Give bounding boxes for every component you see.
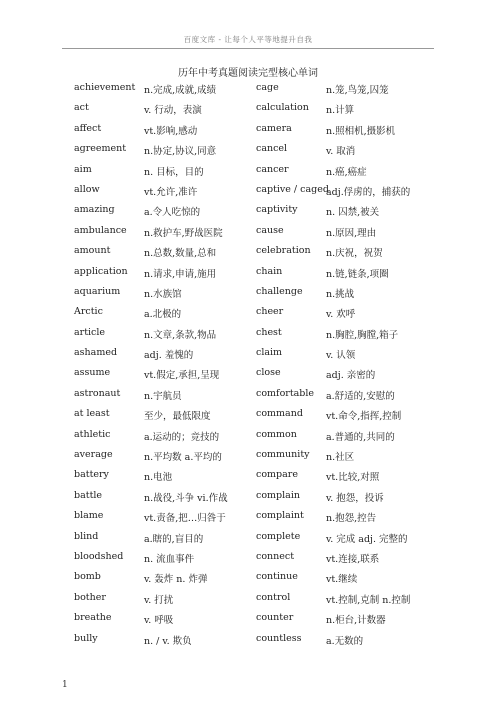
vocab-entry xyxy=(256,612,456,632)
vocab-word: challenge xyxy=(256,285,303,297)
vocab-entry xyxy=(74,225,254,245)
vocab-entry xyxy=(74,531,254,551)
vocab-meaning: v. 轰炸 n. 炸弹 xyxy=(144,574,208,586)
vocab-word: chain xyxy=(256,265,283,277)
vocab-word: cause xyxy=(256,224,284,236)
vocab-meaning: n.文章,条款,物品 xyxy=(144,329,217,341)
vocab-meaning: n.战役,斗争 vi.作战 xyxy=(144,492,228,504)
page-header xyxy=(0,0,496,50)
vocab-word: battery xyxy=(74,469,109,481)
vocab-entry xyxy=(256,429,456,449)
vocab-word: bloodshed xyxy=(74,550,124,562)
vocab-entry xyxy=(256,123,456,143)
vocab-word: aquarium xyxy=(74,285,121,297)
vocab-entry xyxy=(74,408,254,428)
header-divider xyxy=(62,48,434,49)
vocab-entry xyxy=(74,143,254,163)
vocab-word: celebration xyxy=(256,245,311,257)
vocab-meaning: vt.假定,承担,呈现 xyxy=(144,370,220,382)
vocab-word: cage xyxy=(256,82,279,93)
vocab-entry xyxy=(74,449,254,469)
left-column xyxy=(74,82,254,653)
vocab-entry xyxy=(256,490,456,510)
vocab-word: bother xyxy=(74,591,106,603)
vocab-entry xyxy=(74,347,254,367)
vocab-word: complete xyxy=(256,530,301,542)
vocab-entry xyxy=(256,408,456,428)
vocab-entry xyxy=(256,531,456,551)
vocab-entry xyxy=(74,592,254,612)
vocab-word: bomb xyxy=(74,571,101,583)
vocab-meaning: a.运动的；竞技的 xyxy=(144,431,220,443)
vocab-entry xyxy=(256,367,456,387)
vocab-meaning: a.普通的,共同的 xyxy=(326,431,395,443)
vocab-word: ashamed xyxy=(74,347,118,359)
vocab-meaning: n.庆祝，祝贺 xyxy=(326,248,383,260)
vocab-word: athletic xyxy=(74,428,111,440)
vocab-entry xyxy=(256,102,456,122)
vocab-meaning: vt.控制,克制 n.控制 xyxy=(326,594,411,606)
vocab-word: camera xyxy=(256,122,292,134)
vocab-word: blind xyxy=(74,530,99,542)
vocab-meaning: vt.允许,准许 xyxy=(144,186,198,198)
vocab-meaning: n.电池 xyxy=(144,472,173,484)
vocab-meaning: n.宇航员 xyxy=(144,390,182,402)
vocab-word: application xyxy=(74,265,128,277)
vocab-word: calculation xyxy=(256,102,309,114)
vocab-meaning: adj. 亲密的 xyxy=(326,370,376,382)
vocab-entry xyxy=(74,266,254,286)
vocab-meaning: n. 流血事件 xyxy=(144,553,195,565)
vocab-meaning: n. 目标，目的 xyxy=(144,166,204,178)
vocab-entry xyxy=(256,510,456,530)
vocab-word: aim xyxy=(74,163,92,175)
vocab-word: cheer xyxy=(256,306,284,318)
vocab-word: Arctic xyxy=(74,306,103,318)
vocab-entry xyxy=(74,388,254,408)
right-column xyxy=(256,82,456,653)
vocab-meaning: n.完成,成就,成绩 xyxy=(144,85,217,96)
vocab-meaning: n. / v. 欺负 xyxy=(144,635,192,647)
vocab-word: counter xyxy=(256,612,294,624)
vocab-meaning: a.北极的 xyxy=(144,309,182,321)
vocab-meaning: vt.连接,联系 xyxy=(326,553,380,565)
vocab-meaning: n.链,链条,项圈 xyxy=(326,268,389,280)
vocab-word: captivity xyxy=(256,204,298,216)
vocab-entry xyxy=(256,592,456,612)
vocab-meaning: n.水族馆 xyxy=(144,288,182,300)
vocab-entry xyxy=(74,367,254,387)
vocab-meaning: v. 呼吸 xyxy=(144,615,174,627)
vocab-entry xyxy=(256,245,456,265)
vocab-meaning: a.舒适的,安慰的 xyxy=(326,390,395,402)
vocab-entry xyxy=(74,429,254,449)
vocab-entry xyxy=(256,469,456,489)
vocab-entry xyxy=(74,327,254,347)
vocab-word: close xyxy=(256,367,281,379)
vocab-meaning: n.平均数 a.平均的 xyxy=(144,452,222,464)
vocab-entry xyxy=(74,490,254,510)
vocab-word: claim xyxy=(256,347,283,359)
vocab-meaning: vt.责备,把…归咎于 xyxy=(144,513,226,525)
vocab-word: bully xyxy=(74,632,98,644)
vocab-meaning: v. 取消 xyxy=(326,146,356,158)
vocab-word: allow xyxy=(74,183,100,195)
vocab-meaning: a.令人吃惊的 xyxy=(144,207,201,219)
vocab-word: agreement xyxy=(74,143,127,155)
vocab-meaning: n.总数,数量,总和 xyxy=(144,248,217,260)
vocab-word: affect xyxy=(74,122,102,134)
vocab-meaning: adj.俘虏的，捕获的 xyxy=(326,186,411,198)
vocab-word: community xyxy=(256,449,310,461)
vocab-word: breathe xyxy=(74,612,112,624)
vocab-meaning: vt.影响,感动 xyxy=(144,125,198,137)
vocab-word: connect xyxy=(256,550,295,562)
vocab-meaning: v. 抱怨，投诉 xyxy=(326,492,384,504)
vocab-word: command xyxy=(256,408,303,420)
vocab-word: complaint xyxy=(256,510,304,522)
vocab-entry xyxy=(74,204,254,224)
vocab-meaning: n.挑战 xyxy=(326,288,355,300)
vocab-word: common xyxy=(256,428,297,440)
vocab-entry xyxy=(74,633,254,653)
vocab-word: amazing xyxy=(74,204,115,216)
vocab-entry xyxy=(74,510,254,530)
vocab-entry xyxy=(74,551,254,571)
vocab-entry xyxy=(256,266,456,286)
vocab-word: comfortable xyxy=(256,387,315,399)
vocab-word: astronaut xyxy=(74,387,121,399)
vocab-entry xyxy=(256,633,456,653)
vocab-meaning: vt.命令,指挥,控制 xyxy=(326,411,402,423)
vocab-word: achievement xyxy=(74,82,136,93)
vocab-entry xyxy=(256,306,456,326)
vocab-meaning: n. 囚禁,被关 xyxy=(326,207,380,219)
vocab-meaning: n.胸腔,胸膛,箱子 xyxy=(326,329,399,341)
vocab-word: cancer xyxy=(256,163,289,175)
vocab-meaning: n.计算 xyxy=(326,105,355,117)
vocab-meaning: n.救护车,野战医院 xyxy=(144,227,223,239)
vocab-meaning: n.协定,协议,同意 xyxy=(144,146,217,158)
vocab-meaning: n.照相机,摄影机 xyxy=(326,125,396,137)
vocab-word: captive / caged xyxy=(256,183,329,195)
vocab-entry xyxy=(74,612,254,632)
vocab-entry xyxy=(256,347,456,367)
vocab-entry xyxy=(74,286,254,306)
vocab-meaning: v. 行动，表演 xyxy=(144,105,202,117)
vocab-entry xyxy=(256,388,456,408)
vocab-entry xyxy=(256,286,456,306)
vocab-entry xyxy=(256,327,456,347)
vocab-word: amount xyxy=(74,245,111,257)
vocab-word: at least xyxy=(74,408,110,420)
vocab-word: complain xyxy=(256,489,300,501)
vocab-word: average xyxy=(74,449,113,461)
vocab-meaning: v. 打扰 xyxy=(144,594,174,606)
page-number: 1 xyxy=(62,680,68,690)
vocab-word: ambulance xyxy=(74,224,127,236)
vocab-meaning: v. 完成 adj. 完整的 xyxy=(326,533,408,545)
vocab-word: cancel xyxy=(256,143,288,155)
vocab-entry xyxy=(74,469,254,489)
vocab-word: article xyxy=(74,326,106,338)
page-title: 历年中考真题阅读完型核心单词 xyxy=(178,68,318,79)
vocab-meaning: n.笼,鸟笼,囚笼 xyxy=(326,85,389,96)
vocab-entry xyxy=(74,184,254,204)
vocab-word: control xyxy=(256,591,291,603)
vocab-meaning: 至少，最低限度 xyxy=(144,411,211,423)
vocab-meaning: a.无数的 xyxy=(326,635,364,647)
vocab-meaning: adj. 羞愧的 xyxy=(144,350,194,362)
vocab-word: act xyxy=(74,102,89,114)
vocab-meaning: n.原因,理由 xyxy=(326,227,377,239)
vocab-meaning: v. 认领 xyxy=(326,350,356,362)
vocab-entry xyxy=(256,551,456,571)
vocab-word: blame xyxy=(74,510,104,522)
vocab-word: continue xyxy=(256,571,298,583)
vocab-word: battle xyxy=(74,489,103,501)
vocab-entry xyxy=(256,143,456,163)
vocab-entry xyxy=(74,102,254,122)
vocab-meaning: v. 欢呼 xyxy=(326,309,356,321)
vocab-meaning: n.柜台,计数器 xyxy=(326,615,386,627)
vocab-entry xyxy=(74,123,254,143)
vocab-word: countless xyxy=(256,632,302,644)
vocab-word: assume xyxy=(74,367,111,379)
vocab-entry xyxy=(74,306,254,326)
vocab-meaning: a.瞎的,盲目的 xyxy=(144,533,204,545)
vocab-entry xyxy=(256,225,456,245)
vocab-entry xyxy=(256,449,456,469)
vocab-entry xyxy=(74,82,254,102)
vocab-word: compare xyxy=(256,469,298,481)
vocab-entry xyxy=(256,204,456,224)
vocab-word: chest xyxy=(256,326,282,338)
vocab-meaning: vt.比较,对照 xyxy=(326,472,380,484)
header-text: 百度文库 - 让每个人平等地提升自我 xyxy=(183,35,313,44)
vocab-entry xyxy=(74,164,254,184)
vocab-entry xyxy=(74,571,254,591)
vocab-entry xyxy=(256,184,456,204)
vocab-entry xyxy=(74,245,254,265)
vocab-entry xyxy=(256,571,456,591)
vocab-meaning: vt.继续 xyxy=(326,574,358,586)
vocab-entry xyxy=(256,164,456,184)
vocab-meaning: n.请求,申请,施用 xyxy=(144,268,217,280)
vocab-meaning: n.抱怨,控告 xyxy=(326,513,377,525)
vocab-entry xyxy=(256,82,456,102)
vocab-meaning: n.癌,癌症 xyxy=(326,166,367,178)
vocab-meaning: n.社区 xyxy=(326,452,355,464)
